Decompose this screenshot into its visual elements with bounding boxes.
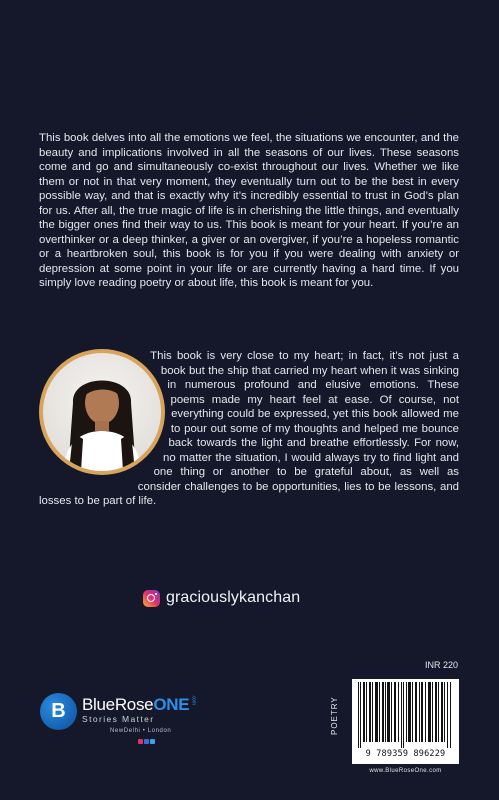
blurb-paragraph-1: This book delves into all the emotions we feel, the situations we encounter, and the beauty and implications involved in all the seasons of our lives. These seasons come and go and simultaneously co-exist throughout our lives. Whether we like them or not in that very moment, they eventually turn out to be the best in every possible way, and that is exactly why it’s incredibly essential to trust in God’s plan for us. After all, the true magic of life is in cherishing the little things, and eventually the bigger ones find their way to us. This book is meant for your heart. If you’re an overthinker or a deep thinker, a giver or an overgiver, if you’re a hopeless romantic or a heartbroken soul, this book is for you if you were dealing with anxiety or depression at some point in your life or are currently having a hard time. If you simply love reading poetry or about life, this book is meant for you. (39, 132, 459, 289)
publisher-logo (40, 693, 230, 753)
twitter-icon (150, 739, 155, 744)
blurb-paragraph-2 (39, 349, 459, 517)
publisher-name-part1: BlueRose (82, 695, 154, 714)
facebook-icon (144, 739, 149, 744)
publisher-tagline: Stories Matter (82, 714, 155, 724)
price-label: INR 220 (425, 660, 459, 670)
publisher-logo-mark: B (40, 693, 77, 730)
publisher-social-icons (138, 739, 155, 744)
isbn-number: 9 789359 896229 (365, 749, 446, 759)
instagram-handle-row[interactable] (143, 589, 300, 607)
genre-label: POETRY (330, 696, 339, 735)
publisher-cities: NewDelhi • London (110, 728, 172, 734)
instagram-icon (138, 739, 143, 744)
isbn-barcode (352, 679, 459, 764)
instagram-icon (143, 590, 160, 607)
publisher-domain-suffix: .com (190, 695, 197, 705)
barcode-bars (356, 682, 455, 748)
publisher-name-part2: ONE (153, 695, 190, 714)
blurb-paragraph-2-text: This book is very close to my heart; in fact, it’s not just a book but the ship that carried my heart when it was sinking in numerous profound and elusive emotions. These poems made my heart feel at ease. Of course, not everything could be expressed, yet this book allowed me to pour out some of my thoughts and helped me bounce back towards the light and breathe effortlessly. For now, no matter the situation, I would always try to find light and one thing or another to be grateful about, as well as consider challenges to be opportunities, lies to be lessons, and losses to be part of life. (39, 350, 459, 507)
instagram-handle: graciouslykanchan (166, 589, 301, 606)
publisher-name (82, 695, 196, 715)
publisher-website[interactable]: www.BlueRoseOne.com (369, 768, 442, 774)
